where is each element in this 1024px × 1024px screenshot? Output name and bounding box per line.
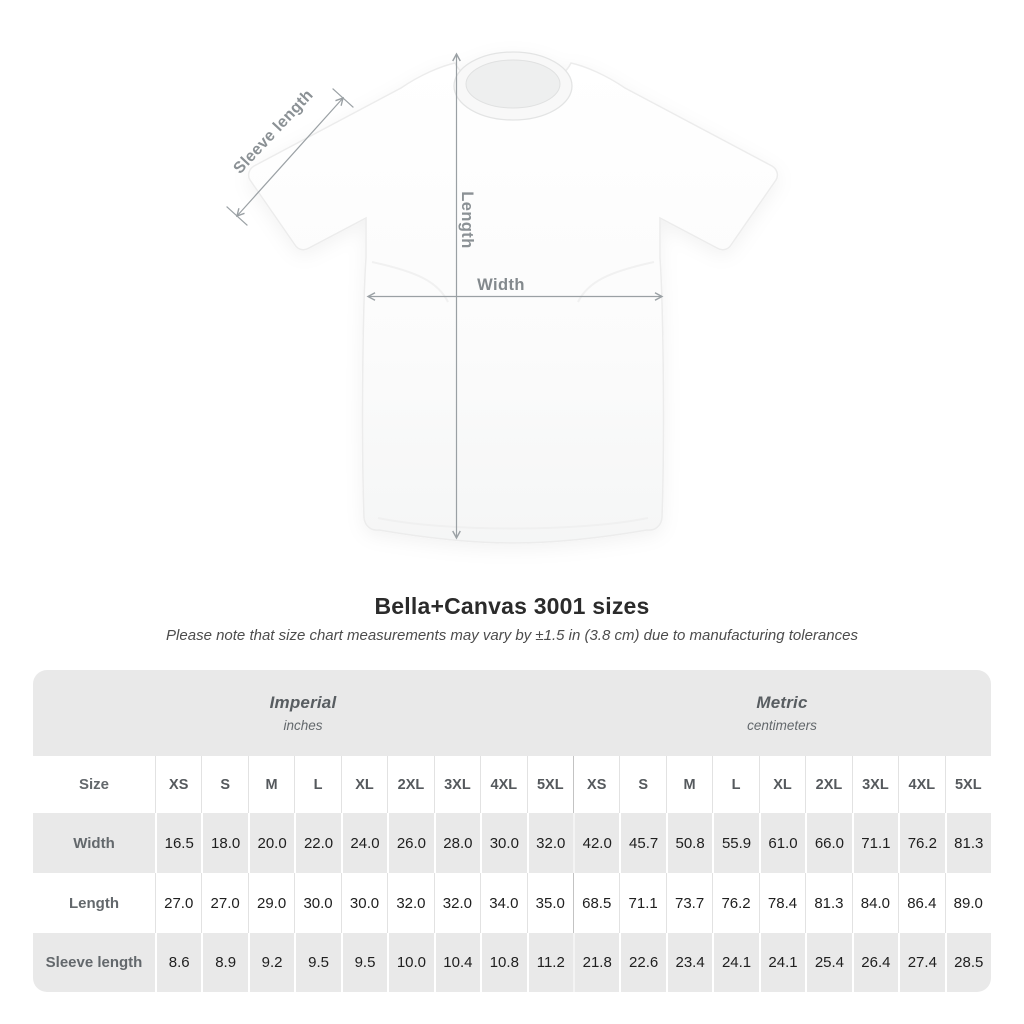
width-imperial-value: 26.0 <box>387 813 433 873</box>
sleeve-imperial-value: 9.5 <box>294 933 340 992</box>
size-header-imperial-4xl: 4XL <box>480 756 526 813</box>
sleeve-metric-value: 24.1 <box>759 933 805 992</box>
size-header-metric-5xl: 5XL <box>945 756 991 813</box>
size-header-imperial-xs: XS <box>155 756 201 813</box>
length-imperial-value: 32.0 <box>387 873 433 933</box>
length-metric-value: 89.0 <box>945 873 991 933</box>
size-header-metric-m: M <box>666 756 712 813</box>
width-row <box>33 813 991 873</box>
sleeve-imperial-value: 8.9 <box>201 933 247 992</box>
length-imperial-value: 27.0 <box>201 873 247 933</box>
length-imperial-value: 34.0 <box>480 873 526 933</box>
length-metric-value: 68.5 <box>573 873 619 933</box>
sleeve-length-row <box>33 933 991 992</box>
length-imperial-value: 30.0 <box>294 873 340 933</box>
size-header-metric-xs: XS <box>573 756 619 813</box>
sleeve-imperial-value: 8.6 <box>155 933 201 992</box>
size-header-metric-3xl: 3XL <box>852 756 898 813</box>
sleeve-metric-value: 26.4 <box>852 933 898 992</box>
size-header-metric-xl: XL <box>759 756 805 813</box>
collar-opening <box>466 60 560 108</box>
width-metric-value: 76.2 <box>898 813 944 873</box>
size-header-imperial-s: S <box>201 756 247 813</box>
sleeve-imperial-value: 11.2 <box>527 933 573 992</box>
length-label: Length <box>458 191 476 249</box>
size-corner-header: Size <box>78 776 109 793</box>
sleeve-metric-value: 25.4 <box>805 933 851 992</box>
length-metric-value: 86.4 <box>898 873 944 933</box>
length-metric-value: 73.7 <box>666 873 712 933</box>
width-imperial-value: 32.0 <box>527 813 573 873</box>
sleeve-imperial-value: 9.2 <box>248 933 294 992</box>
metric-label: Metric <box>756 693 808 712</box>
sleeve-imperial-value: 9.5 <box>341 933 387 992</box>
length-row <box>33 873 991 933</box>
imperial-unit: inches <box>283 718 323 733</box>
width-imperial-value: 24.0 <box>341 813 387 873</box>
length-row-label: Length <box>69 894 119 912</box>
sleeve-metric-value: 24.1 <box>712 933 758 992</box>
size-header-imperial-3xl: 3XL <box>434 756 480 813</box>
size-header-imperial-l: L <box>294 756 340 813</box>
tshirt-illustration <box>249 52 778 543</box>
width-metric-value: 42.0 <box>573 813 619 873</box>
size-header-row <box>33 756 991 813</box>
sleeve-metric-value: 27.4 <box>898 933 944 992</box>
size-table <box>33 670 991 992</box>
length-metric-value: 76.2 <box>712 873 758 933</box>
metric-unit: centimeters <box>747 718 817 733</box>
length-imperial-value: 32.0 <box>434 873 480 933</box>
unit-group-row <box>33 670 991 756</box>
sleeve-metric-value: 22.6 <box>619 933 665 992</box>
width-imperial-value: 18.0 <box>201 813 247 873</box>
size-header-metric-4xl: 4XL <box>898 756 944 813</box>
sleeve-end-tick-bottom <box>227 207 248 226</box>
sleeve-end-tick-top <box>333 89 354 108</box>
width-imperial-value: 16.5 <box>155 813 201 873</box>
length-metric-value: 71.1 <box>619 873 665 933</box>
size-header-imperial-m: M <box>248 756 294 813</box>
tolerance-note: Please note that size chart measurements may vary by ±1.5 in (3.8 cm) due to manufacturing tolerances <box>166 627 858 644</box>
sleeve-imperial-value: 10.8 <box>480 933 526 992</box>
width-metric-value: 50.8 <box>666 813 712 873</box>
width-metric-value: 66.0 <box>805 813 851 873</box>
width-metric-value: 81.3 <box>945 813 991 873</box>
size-header-imperial-5xl: 5XL <box>527 756 573 813</box>
sleeve-length-label: Sleeve length <box>230 86 317 178</box>
width-imperial-value: 28.0 <box>434 813 480 873</box>
sleeve-row-label: Sleeve length <box>45 954 143 971</box>
sleeve-metric-value: 21.8 <box>573 933 619 992</box>
length-metric-value: 84.0 <box>852 873 898 933</box>
size-header-imperial-2xl: 2XL <box>387 756 433 813</box>
page-title: Bella+Canvas 3001 sizes <box>374 593 650 619</box>
length-imperial-value: 35.0 <box>527 873 573 933</box>
width-imperial-value: 22.0 <box>294 813 340 873</box>
size-header-metric-2xl: 2XL <box>805 756 851 813</box>
sleeve-metric-value: 28.5 <box>945 933 991 992</box>
width-metric-value: 45.7 <box>619 813 665 873</box>
width-metric-value: 71.1 <box>852 813 898 873</box>
sleeve-metric-value: 23.4 <box>666 933 712 992</box>
width-imperial-value: 20.0 <box>248 813 294 873</box>
length-imperial-value: 29.0 <box>248 873 294 933</box>
width-metric-value: 55.9 <box>712 813 758 873</box>
length-metric-value: 78.4 <box>759 873 805 933</box>
width-imperial-value: 30.0 <box>480 813 526 873</box>
imperial-group-header <box>33 670 573 756</box>
length-metric-value: 81.3 <box>805 873 851 933</box>
size-header-metric-s: S <box>619 756 665 813</box>
chart-heading <box>0 593 1024 644</box>
metric-group-header <box>573 670 991 756</box>
length-imperial-value: 27.0 <box>155 873 201 933</box>
sleeve-imperial-value: 10.0 <box>387 933 433 992</box>
size-header-imperial-xl: XL <box>341 756 387 813</box>
imperial-label: Imperial <box>269 693 337 712</box>
width-row-label: Width <box>73 834 115 852</box>
width-metric-value: 61.0 <box>759 813 805 873</box>
length-imperial-value: 30.0 <box>341 873 387 933</box>
sleeve-imperial-value: 10.4 <box>434 933 480 992</box>
width-label: Width <box>477 276 525 294</box>
size-header-metric-l: L <box>712 756 758 813</box>
